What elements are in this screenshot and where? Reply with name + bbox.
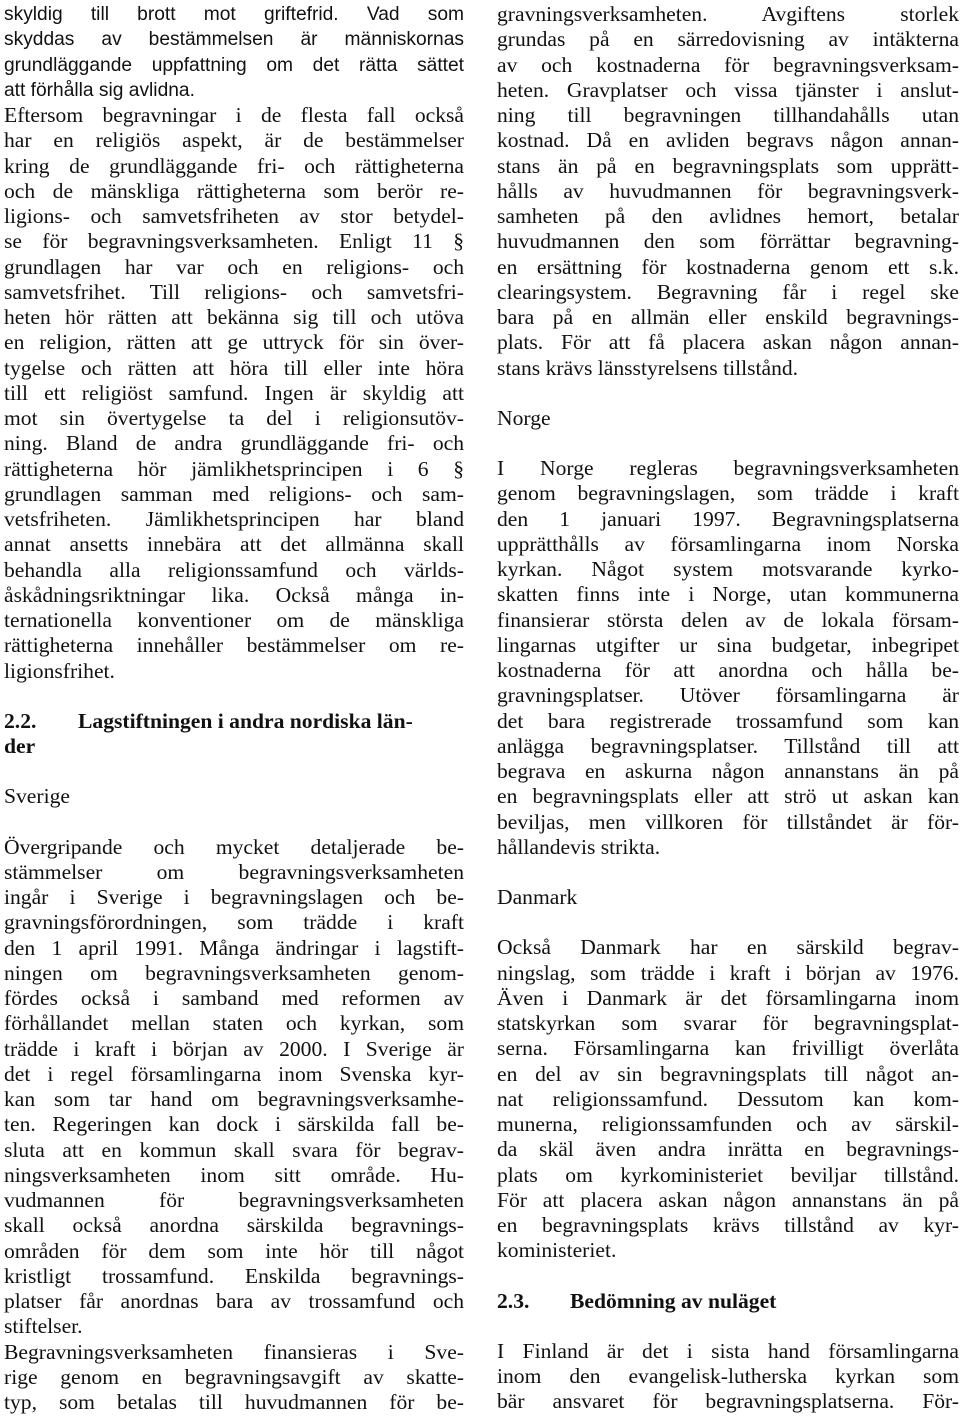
finland-paragraph <box>497 1339 959 1415</box>
text-line: se för begravningsverksamheten. Enligt 11 § <box>4 229 464 254</box>
text-line: skall också anordna särskilda begravnings- <box>4 1213 464 1238</box>
text-line: har en religiös aspekt, är de bestämmelser <box>4 128 464 153</box>
text-line: bär ansvaret för begravningsplatserna. För- <box>497 1389 959 1414</box>
text-line: en ersättning för kostnaderna genom ett s.k. <box>497 254 959 279</box>
text-line: kan som tar hand om begravningsverksamhe- <box>4 1087 464 1111</box>
text-line: en del av sin begravningsplats till något an- <box>497 1061 959 1086</box>
section-title: Bedömning av nuläget <box>570 1288 777 1313</box>
text-line: upprätthålls av församlingarna inom Norska <box>497 531 959 556</box>
text-line: heten. Gravplatser och vissa tjänster i anslut- <box>497 77 959 102</box>
norway-paragraph <box>497 456 959 860</box>
text-line: Begravningsverksamheten finansieras i Sve- <box>4 1339 464 1364</box>
subheading-norge: Norge <box>497 405 551 430</box>
text-line: typ, som betalas till huvudmannen för be- <box>4 1390 464 1414</box>
text-line: stans krävs länsstyrelsens tillstånd. <box>497 355 799 380</box>
text-line: platser får anordnas bara av trossamfund och <box>4 1289 464 1313</box>
section-number: 2.3. <box>497 1288 530 1313</box>
text-line: finansierar största delen av de lokala försam- <box>497 607 959 632</box>
text-line: åskådningsriktningar lika. Också många in- <box>4 582 464 607</box>
text-line: ligionsfrihet. <box>4 658 115 683</box>
text-line: stiftelser. <box>4 1314 83 1339</box>
text-line: munerna, religionssamfunden och av särskil- <box>497 1112 959 1136</box>
text-line: en begravningsplats eller att strö ut askan kan <box>497 784 959 809</box>
text-line: bara på en allmän eller enskild begravnings- <box>497 305 959 329</box>
sweden-paragraph <box>4 835 464 1340</box>
text-line: grundlagen samman med religions- och sam- <box>4 481 464 506</box>
text-line: ning till begravningen tillhandahålls utan <box>497 103 959 127</box>
text-line: det i regel församlingarna inom Svenska kyr- <box>4 1061 464 1086</box>
text-line: Även i Danmark är det församlingarna inom <box>497 985 959 1010</box>
text-line: hålls av huvudmannen för begravningsverk- <box>497 178 959 203</box>
text-line: gravningsplatser. Utöver församlingarna är <box>497 683 959 708</box>
text-line: plats om kyrkoministeriet beviljar tillstånd. <box>497 1162 959 1187</box>
text-line: skatten finns inte i Norge, utan kommunerna <box>497 582 959 607</box>
right-column <box>497 2 959 1415</box>
text-line: rättigheterna innehåller bestämmelser om re- <box>4 633 464 658</box>
text-line: den 1 april 1991. Många ändringar i lagstift- <box>4 935 464 960</box>
text-line: koministeriet. <box>497 1238 617 1263</box>
sweden-financing-paragraph <box>4 1340 464 1416</box>
text-line: serna. Församlingarna kan frivilligt överlåta <box>497 1036 959 1061</box>
section-title-line: Lagstiftningen i andra nordiska län- <box>78 708 413 733</box>
text-line: grundas på en särredovisning av intäkterna <box>497 27 959 52</box>
text-line: I Finland är det i sista hand församlingarna <box>497 1338 959 1363</box>
text-line: beviljas, men villkoren för tillståndet är för- <box>497 809 959 834</box>
text-line: ningslag, som trädde i kraft i början av 1976. <box>497 960 959 985</box>
text-line: ningen om begravningsverksamheten genom- <box>4 960 464 985</box>
text-line: ten. Regeringen kan dock i särskilda fall be- <box>4 1112 464 1137</box>
text-line: nat religionssamfund. Dessutom kan kom- <box>497 1086 959 1111</box>
text-line: och de mänskliga rättigheterna som berör re- <box>4 178 464 203</box>
text-line: grundläggande uppfattning om det rätta sättet <box>4 54 464 76</box>
sweden-fee-paragraph <box>497 2 959 381</box>
religious-freedom-paragraph <box>4 103 464 684</box>
text-line: en religion, rätten att ge uttryck för sin över- <box>4 330 464 355</box>
text-line: områden för dem som inte hör till något <box>4 1238 464 1263</box>
subheading-sverige: Sverige <box>4 784 70 809</box>
intro-paragraph <box>4 2 464 103</box>
text-line: Eftersom begravningar i de flesta fall också <box>4 103 464 127</box>
text-line: sluta att en kommun skall svara för begrav- <box>4 1137 464 1162</box>
text-line: förhållandet mellan staten och kyrkan, som <box>4 1011 464 1036</box>
text-line: ning. Bland de andra grundläggande fri- och <box>4 431 464 456</box>
text-line: begrava en askurna någon annanstans än på <box>497 759 959 783</box>
text-line: lingarnas utgifter ur sina budgetar, inbegripet <box>497 632 959 657</box>
text-line: plats. För att få placera askan någon annan- <box>497 330 959 355</box>
section-heading-2-2 <box>4 709 464 760</box>
text-line: ningsverksamheten inom sitt område. Hu- <box>4 1162 464 1187</box>
text-line: stämmelser om begravningsverksamheten <box>4 859 464 884</box>
text-line: annat ansetts innebära att det allmänna skall <box>4 532 464 557</box>
text-line: mot sin övertygelse ta del i religionsutöv- <box>4 406 464 430</box>
text-line: heten hör rätten att bekänna sig till och utöva <box>4 305 464 329</box>
text-line: genom begravningslagen, som trädde i kraft <box>497 481 959 506</box>
text-line: kristligt trossamfund. Enskilda begravnings- <box>4 1263 464 1288</box>
text-line: anlägga begravningsplatser. Tillstånd till att <box>497 733 959 758</box>
text-line: ingår i Sverige i begravningslagen och be- <box>4 885 464 909</box>
text-line: samheten på den avlidnes hemort, betalar <box>497 204 959 228</box>
text-line: gravningsförordningen, som trädde i kraft <box>4 910 464 935</box>
text-line: rättigheterna hör jämlikhetsprincipen i 6 § <box>4 456 464 481</box>
text-line: kyrkan. Något system motsvarande kyrko- <box>497 557 959 581</box>
text-line: till ett religiöst samfund. Ingen är skyldig att <box>4 380 464 405</box>
text-line: samvetsfrihet. Till religions- och samvetsfri- <box>4 279 464 304</box>
text-line: trädde i kraft i början av 2000. I Sverige är <box>4 1036 464 1061</box>
text-line: kostnad. Då en avliden begravs någon annan- <box>497 128 959 153</box>
text-line: tygelse och rätten att höra till eller inte höra <box>4 355 464 380</box>
text-line: av och kostnaderna för begravningsverksam- <box>497 52 959 77</box>
text-line: en begravningsplats krävs tillstånd av kyr- <box>497 1213 959 1237</box>
subheading-danmark: Danmark <box>497 885 578 909</box>
left-column <box>4 2 464 1415</box>
text-line: För att placera askan någon annanstans än på <box>497 1187 959 1212</box>
text-line: skyldig till brott mot griftefrid. Vad som <box>4 4 464 25</box>
text-line: huvudmannen den som förrättar begravning- <box>497 229 959 254</box>
text-line: vudmannen för begravningsverksamheten <box>4 1188 464 1212</box>
text-line: stans än på en begravningsplats som upprätt- <box>497 153 959 178</box>
text-line: ligions- och samvetsfriheten av stor betydel- <box>4 204 464 228</box>
text-line: inom den evangelisk-lutherska kyrkan som <box>497 1364 959 1388</box>
text-line: da skäl även andra inrätta en begravnings- <box>497 1137 959 1162</box>
text-line: fördes också i samband med reformen av <box>4 986 464 1010</box>
text-line: kostnaderna för att anordna och hålla be- <box>497 658 959 682</box>
text-line: rige genom en begravningsavgift av skatte- <box>4 1364 464 1389</box>
text-line: I Norge regleras begravningsverksamheten <box>497 456 959 480</box>
section-title-line: der <box>4 734 36 758</box>
text-line: den 1 januari 1997. Begravningsplatserna <box>497 506 959 531</box>
text-line: behandla alla religionssamfund och världs- <box>4 557 464 582</box>
text-line: gravningsverksamheten. Avgiftens storlek <box>497 2 959 26</box>
text-line: statskyrkan som svarar för begravningsplat- <box>497 1011 959 1035</box>
text-line: ternationella konventioner om de mänskliga <box>4 608 464 632</box>
section-heading-2-3 <box>497 1289 959 1314</box>
text-line: att förhålla sig avlidna. <box>4 79 195 101</box>
text-line: det bara registrerade trossamfund som kan <box>497 708 959 733</box>
text-line: Övergripande och mycket detaljerade be- <box>4 834 464 859</box>
text-line: skyddas av bestämmelsen är människornas <box>4 29 464 51</box>
text-line: kring de grundläggande fri- och rättigheterna <box>4 153 464 178</box>
text-line: Också Danmark har en särskild begrav- <box>497 935 959 960</box>
denmark-paragraph <box>497 935 959 1263</box>
text-line: grundlagen har var och en religions- och <box>4 254 464 279</box>
text-line: vetsfriheten. Jämlikhetsprincipen har bland <box>4 507 464 531</box>
text-line: clearingsystem. Begravning får i regel ske <box>497 279 959 304</box>
text-line: hållandevis strikta. <box>497 834 661 859</box>
section-number: 2.2. <box>4 708 37 733</box>
